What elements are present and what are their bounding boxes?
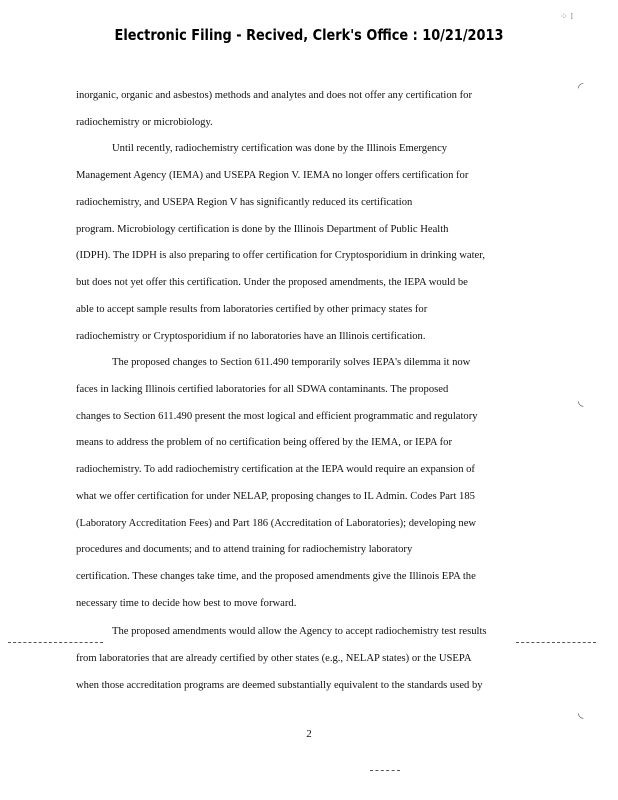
text-line-5: radiochemistry, and USEPA Region V has significantly reduced its certification [76,197,413,208]
text-line-12: faces in lacking Illinois certified laboratories for all SDWA contaminants. The proposed [76,384,449,395]
text-line-6: program. Microbiology certification is done by the Illinois Department of Public Health [76,224,449,235]
filing-stamp-header: Electronic Filing - Recived, Clerk's Office : 10/21/2013 [114,26,504,44]
scan-artifact-line-left [8,642,103,643]
punch-hole-mark-middle: ◟ [578,393,584,409]
text-line-7: (IDPH). The IDPH is also preparing to offer certification for Cryptosporidium in drinking water, [76,250,486,261]
text-line-20: necessary time to decide how best to move forward. [76,598,297,609]
text-line-17: (Laboratory Accreditation Fees) and Part 186 (Accreditation of Laboratories); developing new [76,518,477,529]
text-line-21: The proposed amendments would allow the Agency to accept radiochemistry test results [112,626,487,637]
text-line-13: changes to Section 611.490 present the most logical and efficient programmatic and regulatory [76,411,478,422]
text-line-22: from laboratories that are already certified by other states (e.g., NELAP states) or the USEPA [76,653,472,664]
text-line-18: procedures and documents; and to attend training for radiochemistry laboratory [76,544,413,555]
punch-hole-mark-top: ◜ [578,80,584,96]
text-line-19: certification. These changes take time, and the proposed amendments give the Illinois EPA the [76,571,476,582]
text-line-1: inorganic, organic and asbestos) methods and analytes and does not offer any certification for [76,90,472,101]
text-line-16: what we offer certification for under NELAP, proposing changes to IL Admin. Codes Part 185 [76,491,475,502]
text-line-8: but does not yet offer this certification. Under the proposed amendments, the IEPA would be [76,277,468,288]
text-line-4: Management Agency (IEMA) and USEPA Region V. IEMA no longer offers certification for [76,170,469,181]
text-line-14: means to address the problem of no certification being offered by the IEMA, or IEPA for [76,437,452,448]
scan-artifact-line-right [516,642,596,643]
text-line-10: radiochemistry or Cryptosporidium if no laboratories have an Illinois certification. [76,331,426,342]
scan-mark-top-right: ⁘ ⁞ [560,12,574,22]
text-line-3: Until recently, radiochemistry certification was done by the Illinois Emergency [112,143,448,154]
text-line-23: when those accreditation programs are deemed substantially equivalent to the standards used by [76,680,483,691]
punch-hole-mark-bottom: ◟ [578,705,584,721]
page-number: 2 [306,728,312,740]
text-line-15: radiochemistry. To add radiochemistry certification at the IEPA would require an expansion of [76,464,475,475]
text-line-11: The proposed changes to Section 611.490 temporarily solves IEPA's dilemma it now [112,357,471,368]
text-line-2: radiochemistry or microbiology. [76,117,213,128]
scan-artifact-line-bottom [370,770,400,771]
text-line-9: able to accept sample results from laboratories certified by other primacy states for [76,304,428,315]
